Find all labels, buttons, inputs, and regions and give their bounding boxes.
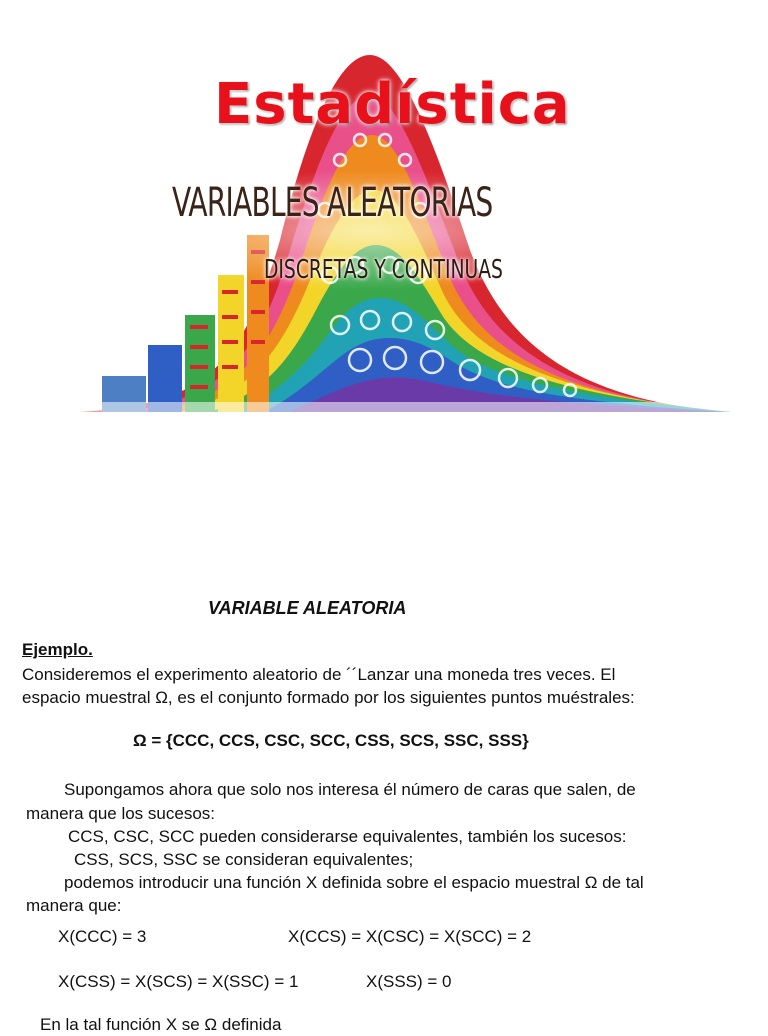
cover-subtitle: VARIABLES ALEATORIAS <box>172 180 493 226</box>
example-label: Ejemplo. <box>22 640 93 659</box>
paragraph-line: CCS, CSC, SCC pueden considerarse equivalentes, también los sucesos: <box>68 827 627 846</box>
paragraph-line: podemos introducir una función X definida sobre el espacio muestral Ω de tal <box>64 873 644 892</box>
paragraph-line: CSS, SCS, SSC se consideran equivalentes; <box>74 850 414 869</box>
section-heading: VARIABLE ALEATORIA <box>208 598 407 618</box>
paragraph-line: manera que los sucesos: <box>26 804 215 823</box>
cover-title: Estadística <box>214 72 571 137</box>
equation-one-head: X(CSS) = X(SCS) = X(SSC) = 1 <box>58 972 299 991</box>
paragraph-line: Consideremos el experimento aleatorio de ´´Lanzar una moneda tres veces. El <box>22 665 616 684</box>
equation-two-heads: X(CCS) = X(CSC) = X(SCC) = 2 <box>288 927 532 946</box>
cover-subtitle-secondary: DISCRETAS Y CONTINUAS <box>264 255 503 285</box>
truncated-line: En la tal función X se Ω definida <box>40 1015 282 1034</box>
paragraph-line: manera que: <box>26 896 122 915</box>
equation-ccc: X(CCC) = 3 <box>58 927 147 946</box>
sample-space-set: Ω = {CCC, CCS, CSC, SCC, CSS, SCS, SSC, SSS} <box>133 731 529 750</box>
equation-sss: X(SSS) = 0 <box>366 972 452 991</box>
paragraph-line: espacio muestral Ω, es el conjunto formado por los siguientes puntos muéstrales: <box>22 688 635 707</box>
paragraph-line: Supongamos ahora que solo nos interesa él número de caras que salen, de <box>64 780 636 799</box>
cover-illustration <box>40 40 730 420</box>
